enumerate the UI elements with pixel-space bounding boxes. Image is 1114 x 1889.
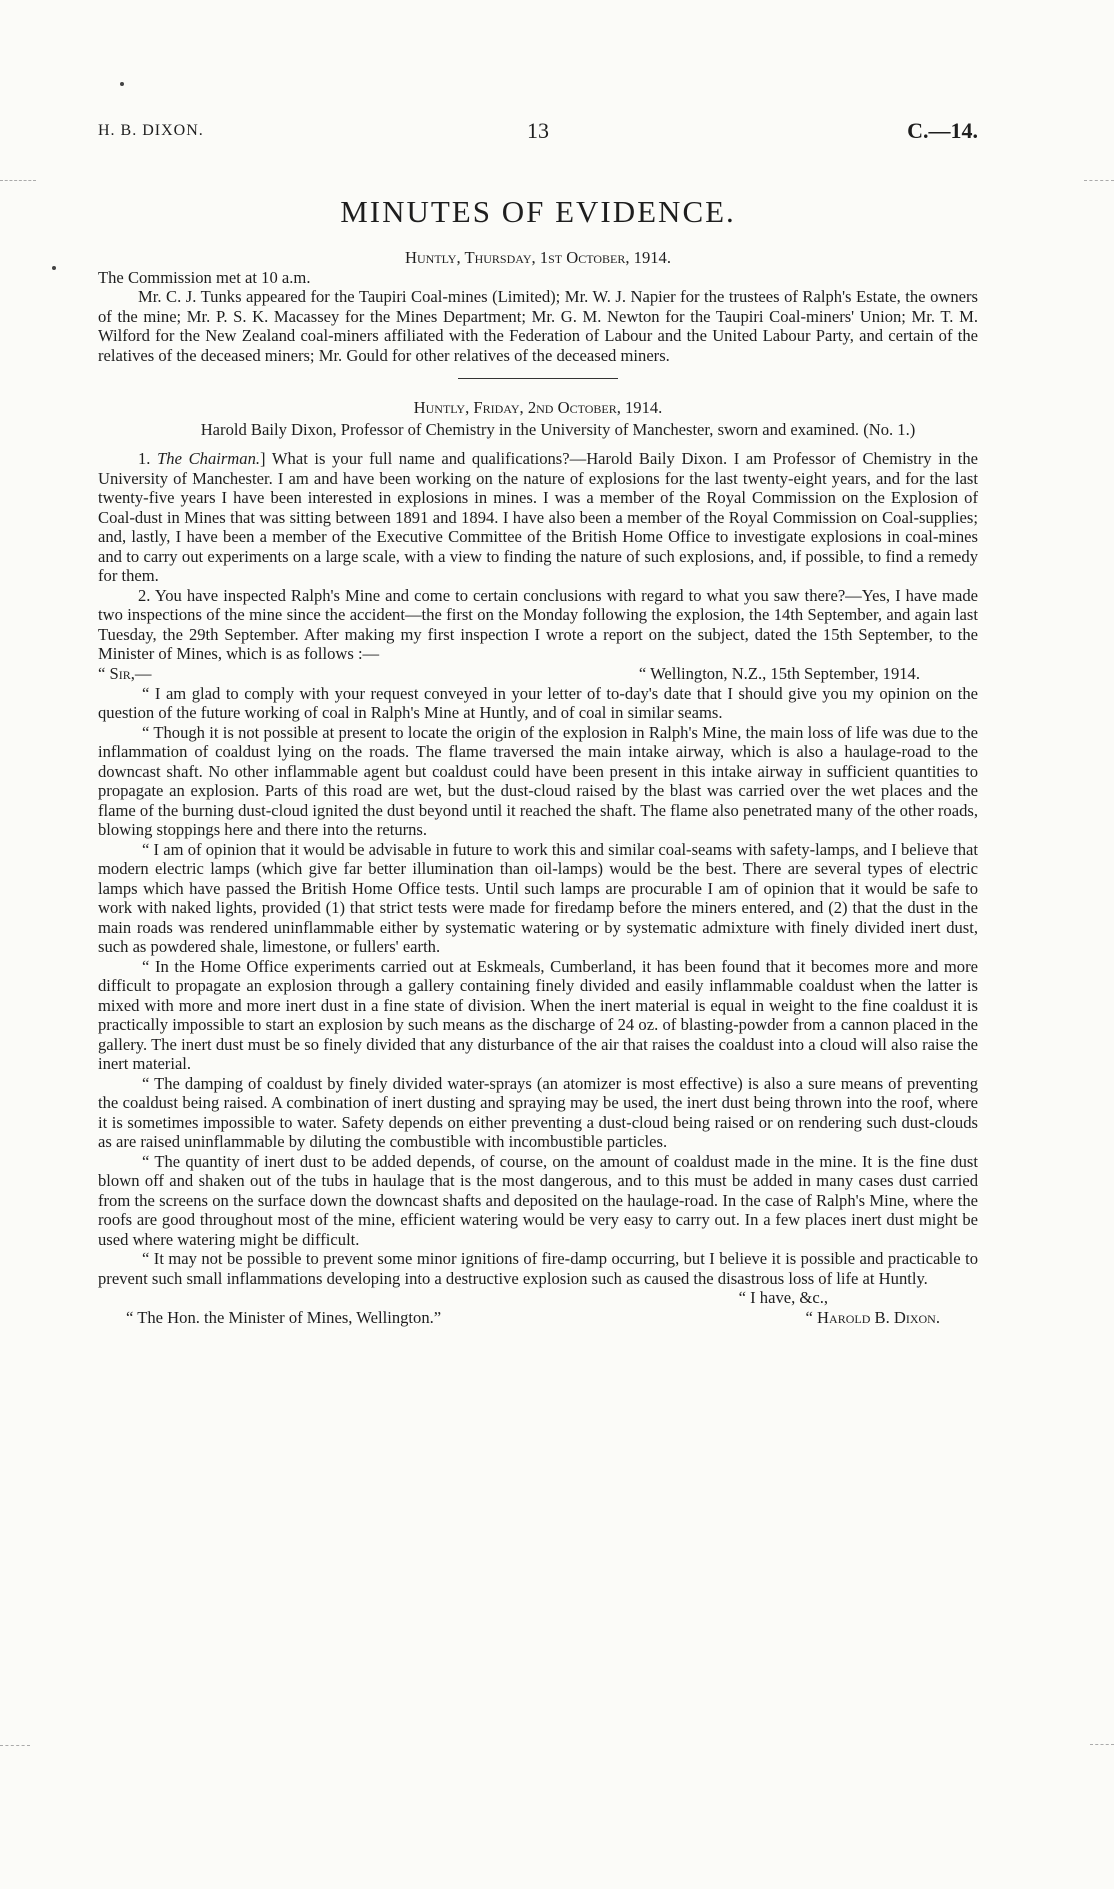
letter-closing: “ I have, &c., bbox=[738, 1288, 828, 1307]
letter-signature-block bbox=[98, 1288, 978, 1328]
question-speaker: The Chairman. bbox=[157, 449, 261, 468]
scan-edge-mark bbox=[1090, 1744, 1114, 1745]
dateline-1: Huntly, Thursday, 1st October, 1914. bbox=[405, 248, 671, 267]
paper-reference: C.—14. bbox=[907, 118, 978, 143]
letter-paragraph: “ I am of opinion that it would be advisable in future to work this and similar coal-seams with safety-lamps, and I believe that modern electric lamps (which give far better illumination than oil-lamps) would be the best. There are several types of electric lamps which have passed the British Home Office tests. Until such lamps are procurable I am of opinion that it would be safe to work with naked lights, provided (1) that strict tests were made for firedamp before the miners entered, and (2) that the dust in the main roads was rendered uninflammable either by systematic watering or by systematic admixture with finely divided inert dust, such as powdered shale, limestone, or fullers' earth. bbox=[98, 839, 978, 956]
scan-dot bbox=[120, 82, 124, 86]
section-divider bbox=[458, 378, 618, 379]
letter-place-date: “ Wellington, N.Z., 15th September, 1914. bbox=[638, 663, 920, 683]
header-witness: H. B. DIXON. bbox=[98, 122, 204, 139]
page-number: 13 bbox=[527, 118, 549, 143]
letter-header bbox=[98, 664, 978, 684]
letter-paragraph: “ In the Home Office experiments carried out at Eskmeals, Cumberland, it has been found that it becomes more and more difficult to propagate an explosion through a gallery containing finely divided and easily inflammable coaldust when the latter is mixed with more and more inert dust in a fine state of division. When the inert material is equal in weight to the fine coaldust it is practically impossible to start an explosion by such means as the discharge of 24 oz. of blasting-powder from a cannon placed in the gallery. The inert dust must be so finely divided that any disturbance of the air that raises the coaldust into a cloud will also raise the inert material. bbox=[98, 956, 978, 1073]
letter-paragraph: “ The damping of coaldust by finely divided water-sprays (an atomizer is most effective) is also a sure means of preventing the coaldust being raised. A combination of inert dusting and spraying may be used, the inert dust being thrown into the roof, where it is sometimes impossible to water. Safety depends on either preventing a dust-cloud being raised or on rendering such dust-clouds as are raised uninflammable by diluting the combustible with incombustible particles. bbox=[98, 1073, 978, 1151]
scan-edge-mark bbox=[1084, 180, 1114, 181]
letter-paragraph: “ I am glad to comply with your request conveyed in your letter of to-day's date that I should give you my opinion on the question of the future working of coal in Ralph's Mine at Huntly, and of coal in similar seams. bbox=[98, 683, 978, 722]
dateline-2: Huntly, Friday, 2nd October, 1914. bbox=[413, 398, 663, 417]
letter-paragraph: “ The quantity of inert dust to be added depends, of course, on the amount of coaldust made in the mine. It is the fine dust blown off and shaken out of the tubs in haulage that is the most dangerous, and to this must be added in many cases dust carried from the screens on the surface down the downcast shafts and deposited on the haulage-road. In the case of Ralph's Mine, where the roofs are good throughout most of the mine, efficient watering would be very easy to carry out. In a few places inert dust might be used where watering might be difficult. bbox=[98, 1151, 978, 1249]
question-number: 1. bbox=[138, 449, 151, 468]
scan-edge-mark bbox=[0, 1745, 30, 1746]
question-1 bbox=[98, 449, 978, 586]
letter-salutation: “ Sir,— bbox=[98, 663, 152, 683]
scan-dot bbox=[52, 266, 56, 270]
letter-addressee: “ The Hon. the Minister of Mines, Wellington.” bbox=[126, 1308, 442, 1327]
document-body bbox=[98, 248, 978, 1328]
scan-edge-mark bbox=[0, 180, 36, 181]
letter-signature: “ Harold B. Dixon. bbox=[805, 1308, 940, 1327]
meeting-opening: The Commission met at 10 a.m. bbox=[98, 267, 311, 287]
question-1-text: ] What is your full name and qualifications?—Harold Baily Dixon. I am Professor of Chemistry in the University of Manchester. I am and have been working on the nature of explosions for the last twenty-eight years, and for the last twenty-five years I have been interested in explosions in mines. I was a member of the Royal Commission on the Explosion of Coal-dust in Mines that was sitting between 1891 and 1894. I have also been a member of the Royal Commission on Coal-supplies; and, lastly, I have been a member of the Executive Committee of the British Home Office to investigate explosions in coal-mines and to carry out experiments on a large scale, with a view to finding the nature of such explosions, and, if possible, to find a remedy for them. bbox=[98, 449, 979, 585]
question-2: 2. You have inspected Ralph's Mine and come to certain conclusions with regard to what you saw there?—Yes, I have made two inspections of the mine since the accident—the first on the Monday following the explosion, the 14th September, and again last Tuesday, the 29th September. After making my first inspection I wrote a report on the subject, dated the 15th September, to the Minister of Mines, which is as follows :— bbox=[98, 585, 978, 663]
appearances-paragraph: Mr. C. J. Tunks appeared for the Taupiri Coal-mines (Limited); Mr. W. J. Napier for the trustees of Ralph's Estate, the owners of the mine; Mr. P. S. K. Macassey for the Mines Department; Mr. G. M. Newton for the Taupiri Coal-miners' Union; Mr. T. M. Wilford for the New Zealand coal-miners affiliated with the Federation of Labour and the United Labour Party, and certain of the relatives of the deceased miners; Mr. Gould for other relatives of the deceased miners. bbox=[98, 287, 978, 365]
letter-paragraph: “ Though it is not possible at present to locate the origin of the explosion in Ralph's Mine, the main loss of life was due to the inflammation of coaldust lying on the roads. The flame traversed the main intake airway, which is also a haulage-road to the downcast shaft. No other inflammable agent but coaldust could have been present in this intake airway in sufficient quantities to propagate an explosion. Parts of this road are wet, but the dust-cloud raised by the blast was carried over the wet places and the flame of the burning dust-cloud ignited the dust beyond until it reached the shaft. The flame also penetrated many of the other roads, blowing stoppings here and there into the returns. bbox=[98, 722, 978, 839]
witness-text: Harold Baily Dixon, Professor of Chemistry in the University of Manchester, sworn and examined. (No. 1.) bbox=[200, 419, 916, 439]
running-header bbox=[98, 118, 978, 148]
witness-heading bbox=[106, 420, 970, 440]
page-title: MINUTES OF EVIDENCE. bbox=[340, 194, 736, 229]
letter-paragraph: “ It may not be possible to prevent some minor ignitions of fire-damp occurring, but I believe it is possible and practicable to prevent such small inflammations developing into a destructive explosion such as caused the disastrous loss of life at Huntly. bbox=[98, 1249, 978, 1288]
